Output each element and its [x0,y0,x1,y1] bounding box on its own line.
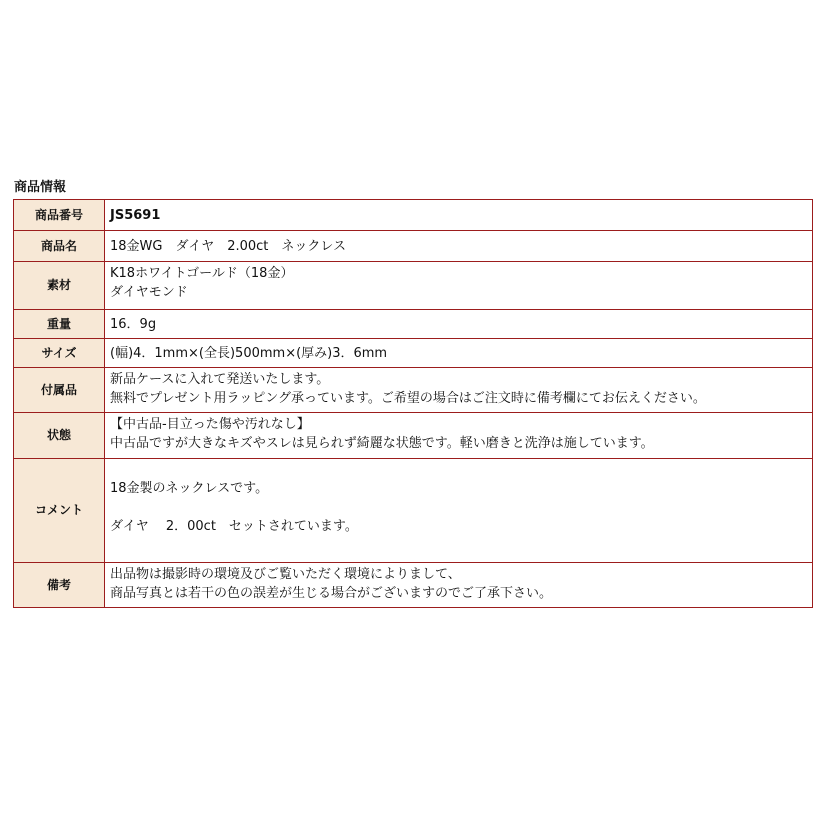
value-line: 18金WG ダイヤ 2.00ct ネックレス [110,238,347,254]
row-label: サイズ [14,339,105,368]
value-line: ダイヤモンド [110,285,188,300]
row-label: 状態 [14,413,105,459]
row-label: 付属品 [14,368,105,413]
row-value [105,413,813,459]
row-value [105,200,813,231]
table-row-comment [14,459,813,563]
row-label: 商品名 [14,231,105,262]
value-line: 無料でプレゼント用ラッピング承っています。ご希望の場合はご注文時に備考欄にてお伝えください。 [110,391,706,406]
row-label: 素材 [14,262,105,310]
table-row-product-name [14,231,813,262]
row-label: 重量 [14,310,105,339]
table-row-size [14,339,813,368]
value-line: 中古品ですが大きなキズやスレは見られず綺麗な状態です。軽い磨きと洗浄は施しています。 [110,436,654,451]
blank-line [110,498,807,517]
value-line: JS5691 [110,207,161,223]
value-line: (幅)4．1mm×(全長)500mm×(厚み)3．6mm [110,345,388,361]
row-label: 備考 [14,563,105,608]
table-row-notes [14,563,813,608]
row-label: コメント [14,459,105,563]
row-label: 商品番号 [14,200,105,231]
value-line: 新品ケースに入れて発送いたします。 [110,372,330,387]
section-title: 商品情報 [14,180,67,195]
row-value [105,262,813,310]
value-line: 出品物は撮影時の環境及びご覧いただく環境によりまして、 [110,567,461,582]
value-line: 【中古品-目立った傷や汚れなし】 [110,417,310,432]
row-value [105,339,813,368]
table-row-accessories [14,368,813,413]
value-line: K18ホワイトゴールド（18金） [110,266,294,281]
row-value [105,368,813,413]
row-value [105,563,813,608]
value-line: 商品写真とは若干の色の誤差が生じる場合がございますのでご了承下さい。 [110,586,553,601]
row-value [105,310,813,339]
value-line: ダイヤ 2．00ct セットされています。 [110,519,358,534]
table-row-condition [14,413,813,459]
table-row-weight [14,310,813,339]
value-line: 16．9g [110,316,157,332]
row-value [105,231,813,262]
table-row-material [14,262,813,310]
product-info-table [13,199,813,608]
table-row-product-number [14,200,813,231]
value-line: 18金製のネックレスです。 [110,481,269,496]
row-value [105,459,813,563]
